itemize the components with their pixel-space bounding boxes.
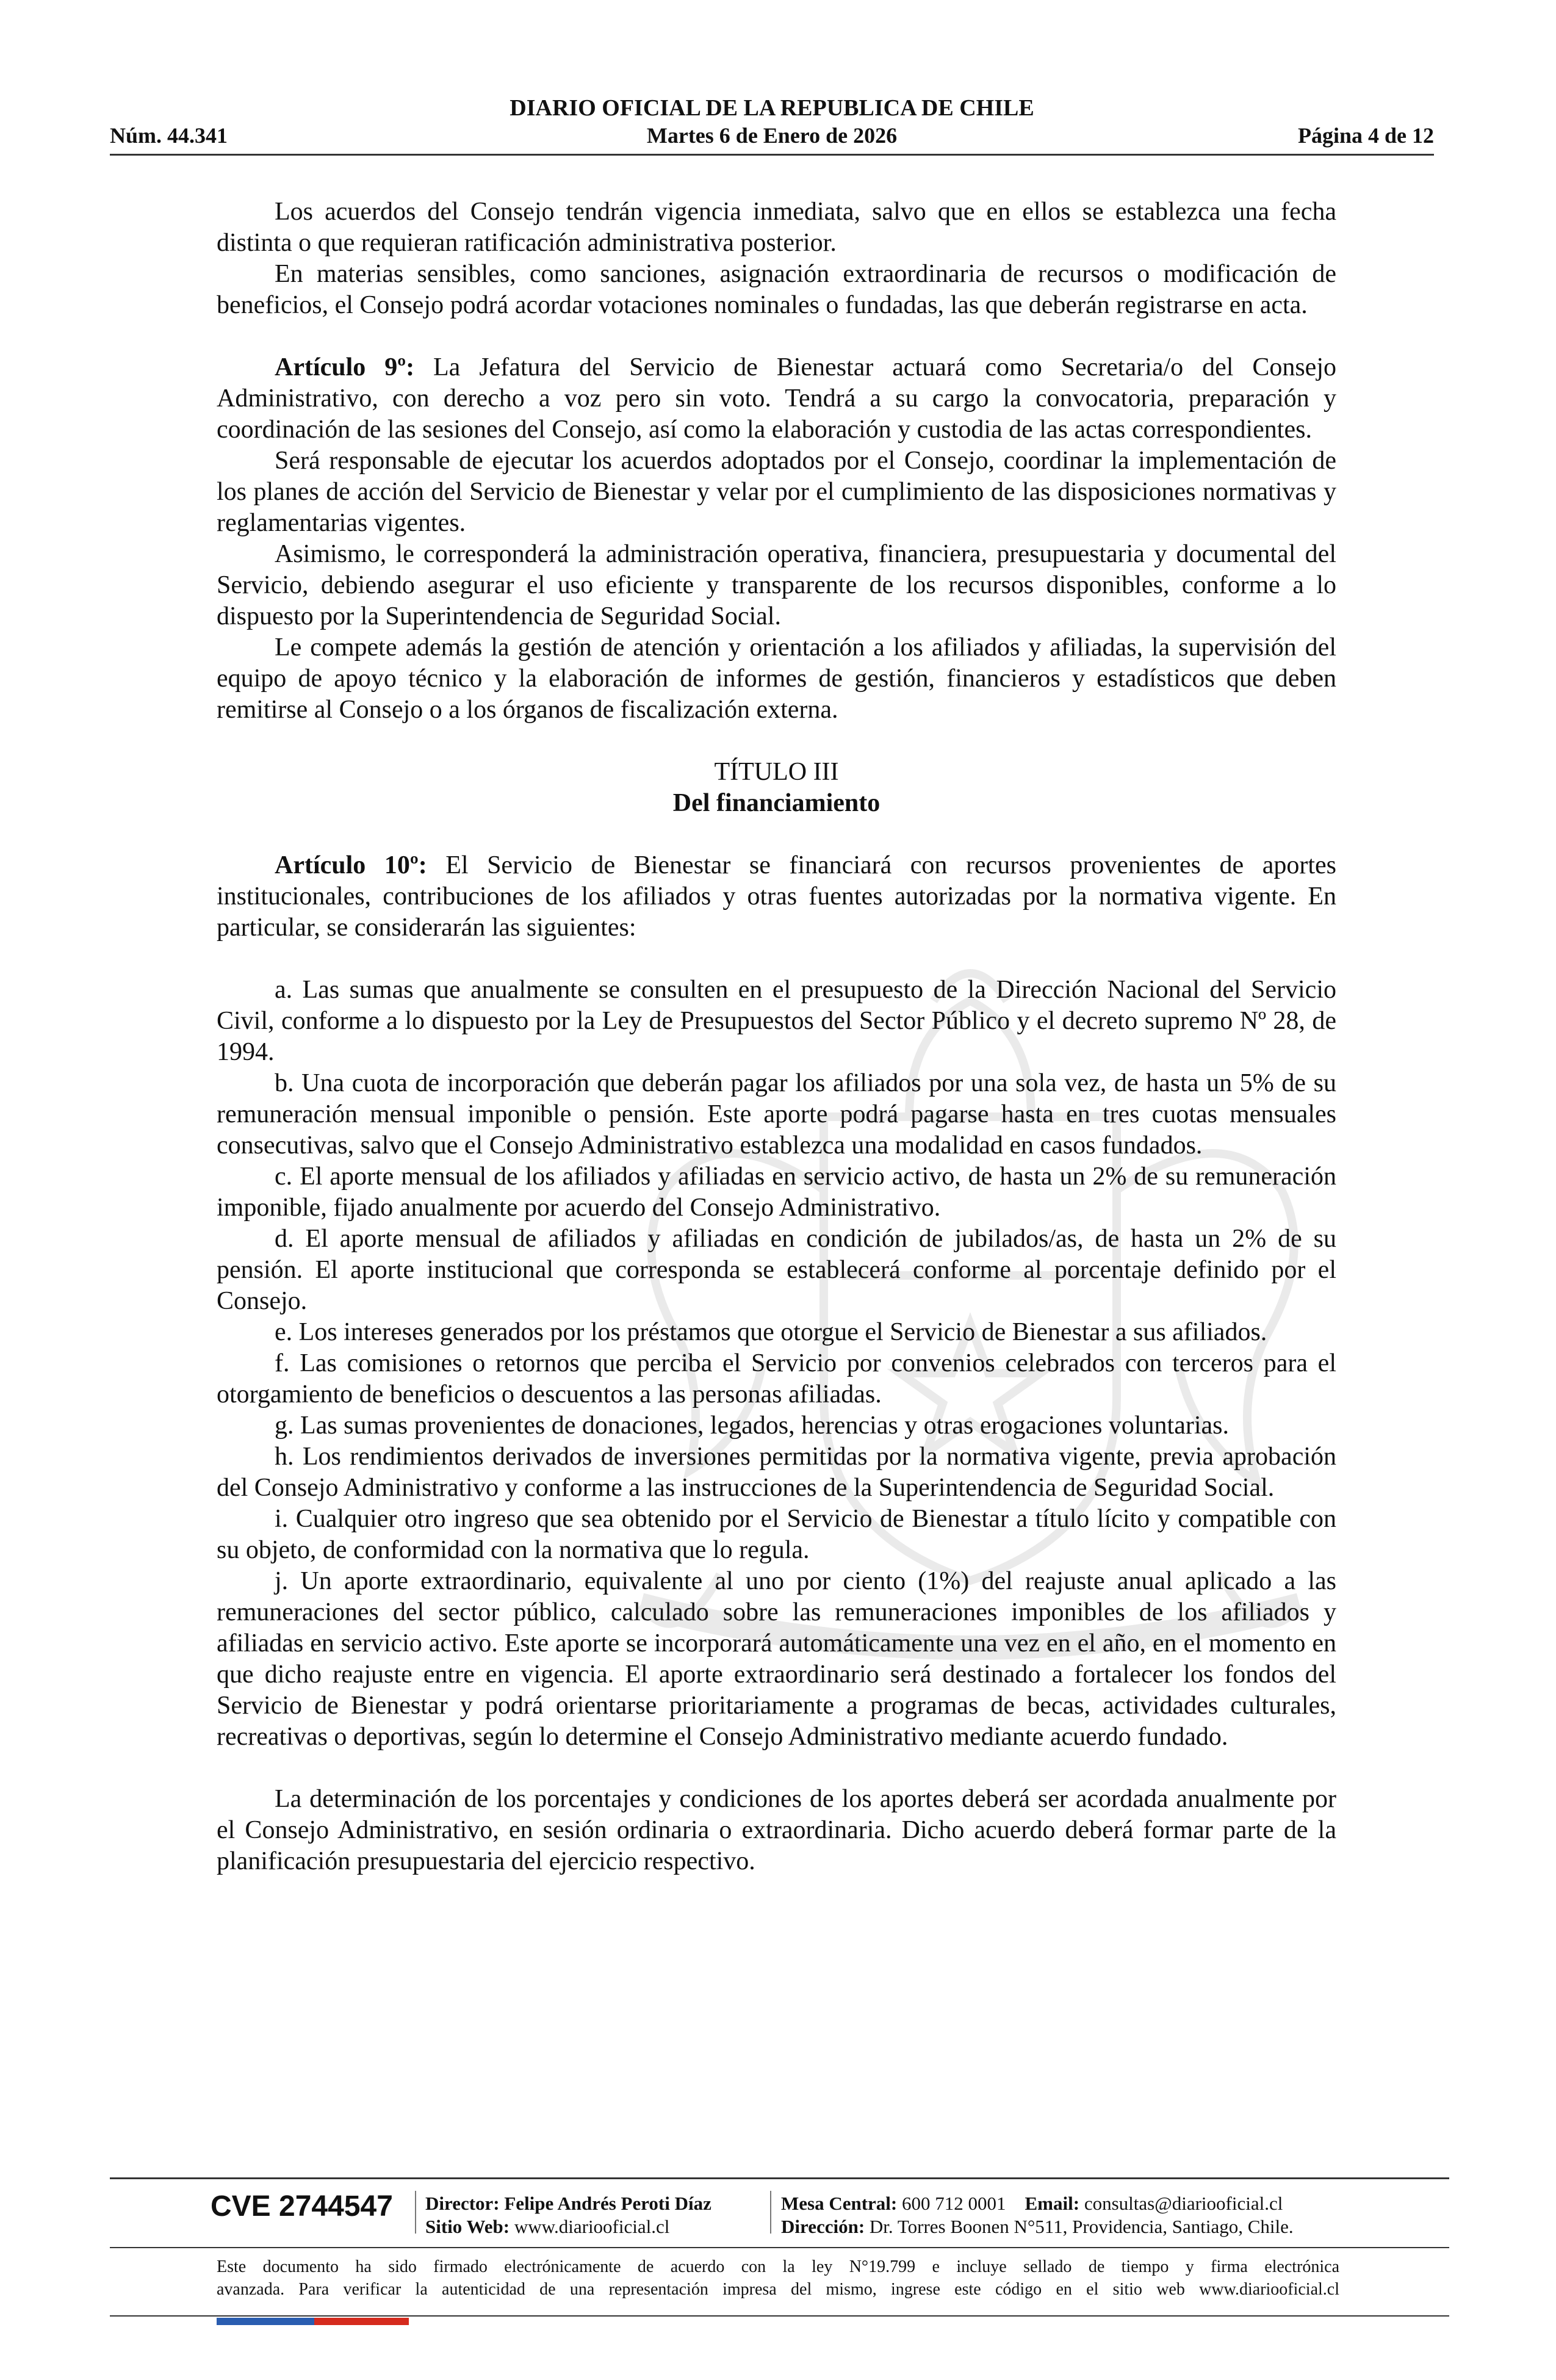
article-text: El Servicio de Bienestar se financiará con recursos provenientes de aportes institucionales, contribuciones de los afiliados y otras fuentes autorizadas por la normativa vigente. En particular, se considerarán las siguientes:	[217, 851, 1336, 942]
footer-director-block	[425, 2192, 711, 2238]
list-item: i. Cualquier otro ingreso que sea obtenido por el Servicio de Bienestar a título lícito y compatible con su objeto, de conformidad con la normativa que lo regula.	[217, 1505, 1336, 1564]
article-10	[217, 850, 1336, 943]
title-name: Del financiamiento	[672, 789, 881, 817]
issue-number: Núm. 44.341	[110, 123, 228, 148]
signature-note	[217, 2256, 1339, 2301]
paragraph: Será responsable de ejecutar los acuerdos adoptados por el Consejo, coordinar la implementación de los planes de acción del Servicio de Bienestar y velar por el cumplimiento de las disposiciones normativas y reglamentarias vigentes.	[217, 447, 1336, 537]
list-item: b. Una cuota de incorporación que deberán pagar los afiliados por una sola vez, de hasta un 5% de su remuneración mensual imponible o pensión. Este aporte podrá pagarse hasta en tres cuotas mensuales consecutivas, salvo que el Consejo Administrativo establezca una modalidad en casos fundados.	[217, 1069, 1336, 1159]
footer-separator	[415, 2191, 416, 2234]
paragraph: Le compete además la gestión de atención y orientación a los afiliados y afiliadas, la supervisión del equipo de apoyo técnico y la elaboración de informes de gestión, financieros y estadísticos que deben remitirse al Consejo o a los órganos de fiscalización externa.	[217, 633, 1336, 724]
paragraph: Los acuerdos del Consejo tendrán vigencia inmediata, salvo que en ellos se establezca una fecha distinta o que requieran ratificación administrativa posterior.	[217, 198, 1336, 257]
page-number: Página 4 de 12	[1297, 123, 1434, 148]
mesa-phone: 600 712 0001	[902, 2193, 1006, 2214]
title-label: TÍTULO III	[714, 758, 839, 786]
list-item: e. Los intereses generados por los préstamos que otorgue el Servicio de Bienestar a sus afiliados.	[275, 1318, 1267, 1346]
mesa-label: Mesa Central:	[781, 2193, 898, 2214]
paragraph: Asimismo, le corresponderá la administración operativa, financiera, presupuestaria y documental del Servicio, debiendo asegurar el uso eficiente y transparente de los recursos disponibles, conforme a lo dispuesto por la Superintendencia de Seguridad Social.	[217, 540, 1336, 630]
footer-divider	[110, 2177, 1449, 2179]
list-item: j. Un aporte extraordinario, equivalente al uno por ciento (1%) del reajuste anual aplicado a las remuneraciones del sector público, calculado sobre las remuneraciones imponibles de los afiliados y afiliadas en servicio activo. Este aporte se incorporará automáticamente una vez en el año, en el momento en que dicho reajuste entre en vigencia. El aporte extraordinario será destinado a fortalecer los fondos del Servicio de Bienestar y podrá orientarse prioritariamente a programas de becas, actividades culturales, recreativas o deportivas, según lo determine el Consejo Administrativo mediante acuerdo fundado.	[217, 1567, 1336, 1751]
address-value: Dr. Torres Boonen N°511, Providencia, Santiago, Chile.	[869, 2216, 1294, 2237]
list-item: c. El aporte mensual de los afiliados y afiliadas en servicio activo, de hasta un 2% de su remuneración imponible, fijado anualmente por acuerdo del Consejo Administrativo.	[217, 1163, 1336, 1222]
website-label: Sitio Web:	[425, 2216, 510, 2237]
page-header	[110, 95, 1434, 150]
list-item: g. Las sumas provenientes de donaciones, legados, herencias y otras erogaciones voluntarias.	[275, 1412, 1230, 1440]
list-item: d. El aporte mensual de afiliados y afiliadas en condición de jubilados/as, de hasta un 2% de su pensión. El aporte institucional que corresponda se establecerá conforme al porcentaje definido por el Consejo.	[217, 1225, 1336, 1315]
header-divider	[110, 154, 1434, 156]
website-link[interactable]: www.diariooficial.cl	[514, 2216, 670, 2237]
document-body	[217, 197, 1336, 1877]
email-label: Email:	[1025, 2193, 1080, 2214]
article-label: Artículo 9º:	[275, 353, 415, 381]
footer-separator	[770, 2191, 771, 2234]
director-label: Director:	[425, 2193, 500, 2214]
flag-stripe-blue	[217, 2318, 314, 2325]
signature-note-line: Este documento ha sido firmado electrónicamente de acuerdo con la ley N°19.799 e incluye sellado de tiempo y firma electrónica	[217, 2257, 1339, 2276]
director-name: Felipe Andrés Peroti Díaz	[504, 2193, 711, 2214]
footer-contact-block	[781, 2192, 1294, 2238]
cve-code: CVE 2744547	[211, 2190, 393, 2223]
address-label: Dirección:	[781, 2216, 865, 2237]
list-item: h. Los rendimientos derivados de inversiones permitidas por la normativa vigente, previa aprobación del Consejo Administrativo y conforme a las instrucciones de la Superintendencia de Seguridad Social.	[217, 1443, 1336, 1502]
article-text: La Jefatura del Servicio de Bienestar actuará como Secretaria/o del Consejo Administrativo, con derecho a voz pero sin voto. Tendrá a su cargo la convocatoria, preparación y coordinación de las sesiones del Consejo, así como la elaboración y custodia de las actas correspondientes.	[217, 353, 1336, 444]
footer-divider	[110, 2315, 1449, 2317]
article-label: Artículo 10º:	[275, 851, 427, 879]
newspaper-title: DIARIO OFICIAL DE LA REPUBLICA DE CHILE	[510, 95, 1034, 121]
footer-divider	[110, 2247, 1449, 2248]
flag-stripe-red	[314, 2318, 409, 2325]
paragraph: La determinación de los porcentajes y condiciones de los aportes deberá ser acordada anualmente por el Consejo Administrativo, en sesión ordinaria o extraordinaria. Dicho acuerdo deberá formar parte de la planificación presupuestaria del ejercicio respectivo.	[217, 1785, 1336, 1875]
list-item: a. Las sumas que anualmente se consulten en el presupuesto de la Dirección Nacional del Servicio Civil, conforme a lo dispuesto por la Ley de Presupuestos del Sector Público y el decreto supremo Nº 28, de 1994.	[217, 976, 1336, 1066]
signature-note-line: avanzada. Para verificar la autenticidad de una representación impresa del mismo, ingrese este código en el sitio web www.diariooficial.cl	[217, 2280, 1339, 2299]
email-link[interactable]: consultas@diariooficial.cl	[1084, 2193, 1283, 2214]
list-item: f. Las comisiones o retornos que perciba el Servicio por convenios celebrados con terceros para el otorgamiento de beneficios o descuentos a las personas afiliadas.	[217, 1349, 1336, 1408]
issue-date: Martes 6 de Enero de 2026	[646, 123, 898, 148]
article-9	[217, 352, 1336, 445]
paragraph: En materias sensibles, como sanciones, asignación extraordinaria de recursos o modificación de beneficios, el Consejo podrá acordar votaciones nominales o fundadas, las que deberán registrarse en acta.	[217, 260, 1336, 319]
